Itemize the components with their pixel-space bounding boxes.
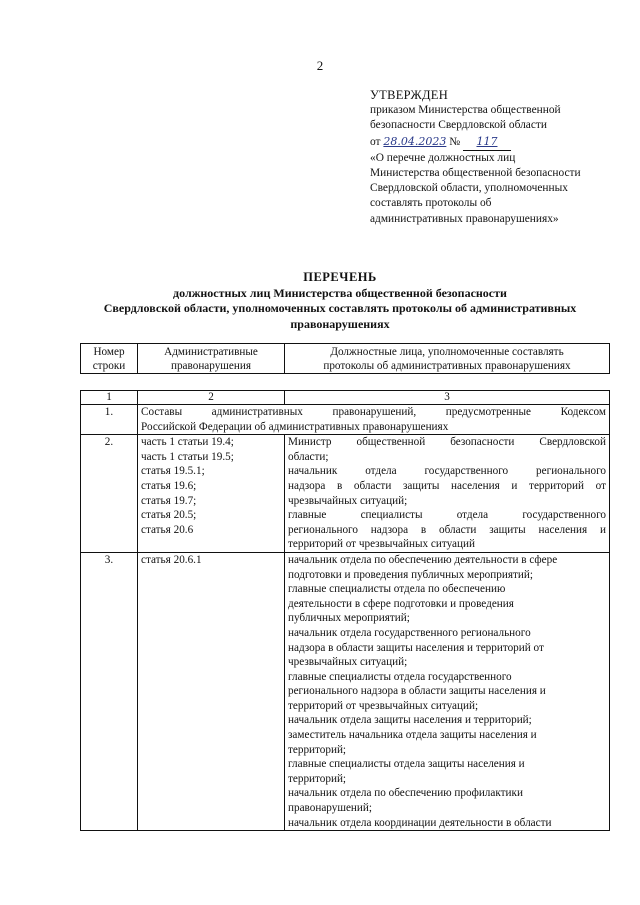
row-officials: начальник отдела по обеспечению деятельности в сфере подготовки и проведения публичных мероприятий; главные специалисты отдела по обеспечению деятельности в сфере подготовки и проведения публичных мероприятий; начальник отдела государственного регионального надзора в области защиты населения и территорий от чрезвычайных ситуаций; главные специалисты отдела государственного регионального надзора в области защиты населения и территорий от чрезвычайных ситуаций; начальник отдела защиты населения и территорий; заместитель начальника отдела защиты населения и территорий; главные специалисты отдела защиты населения и территорий; начальник отдела по обеспечению профилактики правонарушений; начальник отдела координации деятельности в области [285, 552, 610, 830]
header-col-number: Номер строки [81, 344, 138, 374]
title-line: правонарушениях [290, 316, 390, 331]
approval-line: безопасности Свердловской области [370, 119, 547, 132]
approval-line: приказом Министерства общественной [370, 104, 561, 117]
row-number: 3. [81, 552, 138, 830]
row-offenses: часть 1 статьи 19.4; часть 1 статьи 19.5; статья 19.5.1; статья 19.6; статья 19.7; статья 20.5; статья 20.6 [138, 435, 285, 553]
row-content: Составы административных правонарушений, предусмотренные Кодексом Российской Федерации об административных правонарушениях [138, 405, 610, 435]
table-row [81, 552, 610, 830]
column-number: 1 [81, 391, 138, 405]
column-number-row [81, 391, 610, 405]
column-number: 3 [285, 391, 610, 405]
row-number: 1. [81, 405, 138, 435]
table-row [81, 435, 610, 553]
date-prefix: от [370, 135, 381, 148]
approval-block [370, 88, 620, 227]
approval-line: составлять протоколы об [370, 197, 492, 210]
approval-date-line [370, 134, 620, 151]
row-officials: Министр общественной безопасности Свердловской области; начальник отдела государственного регионального надзора в области защиты населения и территорий от чрезвычайных ситуаций; главные специалисты отдела государственного регионального надзора в области защиты населения и территорий от чрезвычайных ситуаций [285, 435, 610, 553]
number-prefix: № [449, 135, 461, 148]
approval-number: 117 [476, 134, 498, 148]
approval-line: административных правонарушениях» [370, 212, 559, 225]
table-row [81, 405, 610, 435]
approval-date: 28.04.2023 [383, 134, 447, 148]
approval-line: Свердловской области, уполномоченных [370, 182, 568, 195]
approval-heading: УТВЕРЖДЕН [370, 88, 449, 102]
column-number: 2 [138, 391, 285, 405]
header-table [80, 343, 610, 374]
approval-line: «О перечне должностных лиц [370, 151, 516, 164]
header-col-officials: Должностные лица, уполномоченные составлять протоколы об административных правонарушениях [285, 344, 610, 374]
row-offenses: статья 20.6.1 [138, 552, 285, 830]
approval-line: Министерства общественной безопасности [370, 167, 581, 180]
title-line: должностных лиц Министерства общественной безопасности [173, 285, 507, 300]
document-title [70, 270, 610, 332]
officials-table [80, 390, 610, 831]
title-main: ПЕРЕЧЕНЬ [303, 270, 377, 284]
page-number: 2 [316, 58, 324, 73]
header-col-offenses: Административные правонарушения [138, 344, 285, 374]
title-line: Свердловской области, уполномоченных составлять протоколы об административных [103, 301, 577, 315]
row-number: 2. [81, 435, 138, 553]
